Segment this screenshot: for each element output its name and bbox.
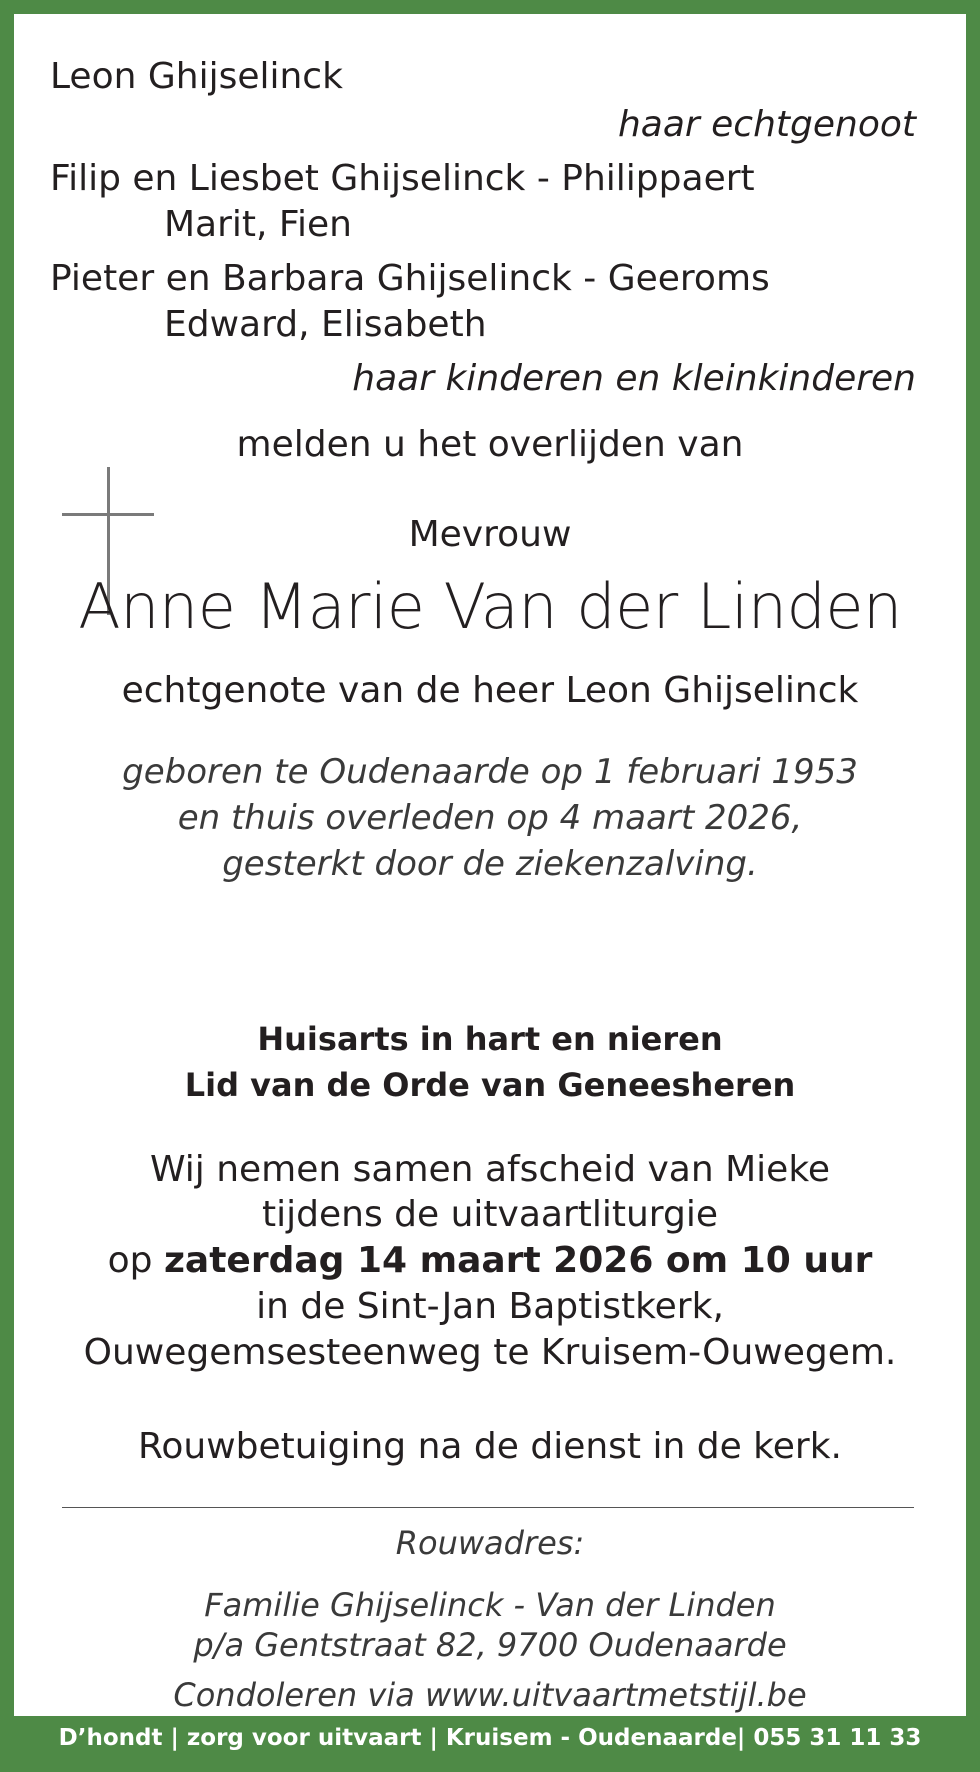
grandchildren-2: Edward, Elisabeth bbox=[164, 304, 487, 345]
obituary-card bbox=[14, 14, 966, 1716]
address-family: Familie Ghijselinck - Van der Linden bbox=[204, 1586, 776, 1624]
husband-role: haar echtgenoot bbox=[617, 104, 916, 145]
funeral-date-line bbox=[14, 1240, 966, 1281]
funeral-church: in de Sint-Jan Baptistkerk, bbox=[256, 1286, 724, 1327]
children-role: haar kinderen en kleinkinderen bbox=[352, 358, 916, 399]
child-family-1: Filip en Liesbet Ghijselinck - Philippaert bbox=[50, 158, 755, 199]
divider bbox=[62, 1507, 914, 1508]
birth-line: geboren te Oudenaarde op 1 februari 1953 bbox=[122, 752, 858, 792]
profession-line-2: Lid van de Orde van Geneesheren bbox=[184, 1066, 796, 1104]
grandchildren-1: Marit, Fien bbox=[164, 204, 352, 245]
funeral-date-prefix: op bbox=[107, 1240, 164, 1281]
sacrament-line: gesterkt door de ziekenzalving. bbox=[222, 844, 758, 884]
funeral-line-2: tijdens de uitvaartliturgie bbox=[262, 1194, 718, 1235]
announcement-intro: melden u het overlijden van bbox=[236, 424, 744, 465]
address-heading: Rouwadres: bbox=[395, 1524, 585, 1562]
husband-name: Leon Ghijselinck bbox=[50, 56, 343, 97]
funeral-line-1: Wij nemen samen afscheid van Mieke bbox=[149, 1149, 831, 1190]
salutation: Mevrouw bbox=[408, 514, 572, 555]
condolence-website: Condoleren via www.uitvaartmetstijl.be bbox=[173, 1676, 807, 1714]
funeral-date: zaterdag 14 maart 2026 om 10 uur bbox=[163, 1240, 873, 1281]
spouse-of: echtgenote van de heer Leon Ghijselinck bbox=[121, 670, 859, 711]
funeral-home-footer: D’hondt | zorg voor uitvaart | Kruisem - Oudenaarde| 055 31 11 33 bbox=[58, 1725, 922, 1751]
deceased-name: Anne Marie Van der Linden bbox=[78, 570, 902, 643]
profession-line-1: Huisarts in hart en nieren bbox=[257, 1020, 723, 1058]
death-line: en thuis overleden op 4 maart 2026, bbox=[177, 798, 803, 838]
funeral-address: Ouwegemsesteenweg te Kruisem-Ouwegem. bbox=[83, 1332, 897, 1373]
address-street: p/a Gentstraat 82, 9700 Oudenaarde bbox=[193, 1626, 787, 1664]
condolence-note: Rouwbetuiging na de dienst in de kerk. bbox=[138, 1426, 842, 1467]
child-family-2: Pieter en Barbara Ghijselinck - Geeroms bbox=[50, 258, 770, 299]
